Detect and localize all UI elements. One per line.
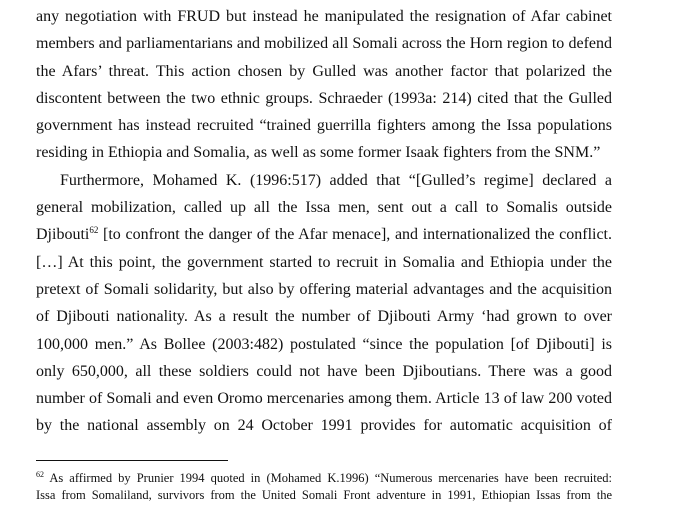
footnote-line — [36, 470, 612, 487]
text-line: 100,000 men.” As Bollee (2003:482) postulated “since the population [of Djibouti] is — [36, 335, 612, 353]
text-line: only 650,000, all these soldiers could not have been Djiboutians. There was a good — [36, 362, 612, 380]
text-line: by the national assembly on 24 October 1991 provides for automatic acquisition of — [36, 417, 612, 435]
text-line: residing in Ethiopia and Somalia, as well as some former Isaak fighters from the SNM.” — [36, 144, 601, 162]
footnote-separator — [36, 460, 228, 461]
text-line: […] At this point, the government started to recruit in Somalia and Ethiopia under the — [36, 253, 612, 271]
text-line: number of Somali and even Oromo mercenaries among them. Article 13 of law 200 voted — [36, 390, 612, 408]
text-line: Furthermore, Mohamed K. (1996:517) added that “[Gulled’s regime] declared a — [60, 171, 612, 189]
text-line: any negotiation with FRUD but instead he manipulated the resignation of Afar cabinet — [36, 8, 612, 25]
footnote — [36, 470, 612, 504]
text-line: members and parliamentarians and mobilized all Somali across the Horn region to defend — [36, 35, 612, 53]
footnote-text: As affirmed by Prunier 1994 quoted in (Mohamed K.1996) “Numerous mercenaries have been recruited: — [44, 471, 612, 485]
text-line: discontent between the two ethnic groups. Schraeder (1993a: 214) cited that the Gulled — [36, 89, 612, 107]
text-line: pretext of Somali solidarity, but also by offering material advantages and the acquisition — [36, 280, 612, 298]
text-segment: [to confront the danger of the Afar menace], and internationalized the conflict. — [98, 226, 612, 244]
text-segment: Djibouti — [36, 226, 90, 244]
text-line: the Afars’ threat. This action chosen by Gulled was another factor that polarized the — [36, 62, 612, 80]
footnote-reference[interactable]: 62 — [89, 225, 99, 236]
text-line: government has instead recruited “trained guerrilla fighters among the Issa populations — [36, 117, 612, 135]
footnote-line: Issa from Somaliland, survivors from the United Somali Front adventure in 1991, Ethiopian Issas from the — [36, 488, 612, 502]
body-text — [36, 3, 612, 440]
paragraph-1 — [36, 3, 612, 167]
text-line: general mobilization, called up all the Issa men, sent out a call to Somalis outside — [36, 199, 612, 217]
text-line: of Djibouti nationality. As a result the number of Djibouti Army ‘had grown to over — [36, 308, 612, 326]
paragraph-2 — [36, 167, 612, 440]
footnote-number: 62 — [36, 470, 44, 479]
text-line-with-footnote-ref — [36, 221, 612, 248]
